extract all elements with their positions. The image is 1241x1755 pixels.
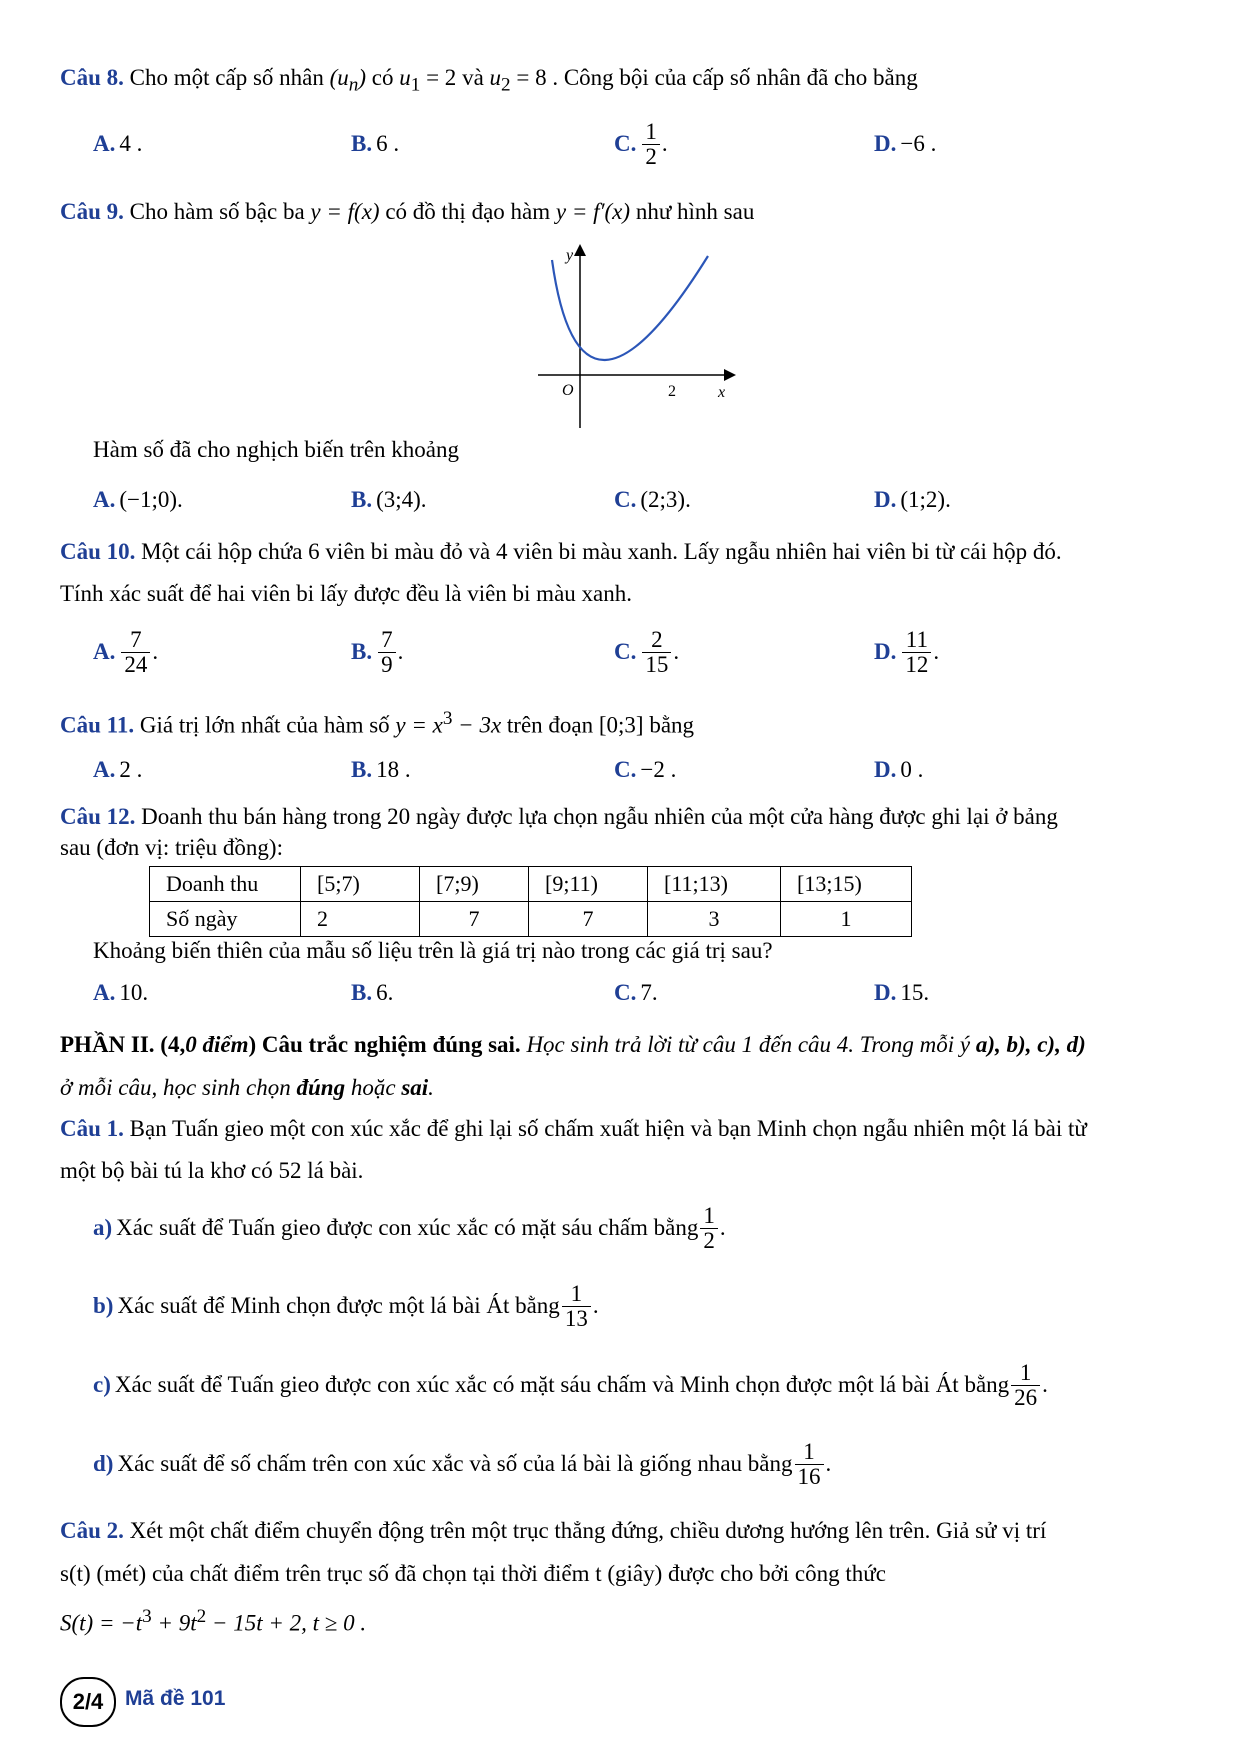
question-12-label: Câu 12. [60,804,136,829]
table-cell: [13;15) [781,867,912,902]
parabola-curve [552,256,708,360]
option-d[interactable]: D. 15. [874,980,930,1005]
y-axis-label: y [566,247,574,264]
part-2-heading: PHẦN II. (4,0 điểm) Câu trắc nghiệm đúng sai. Học sinh trả lời từ câu 1 đến câu 4. Trong mỗi ý a), b), c), d) [60,1032,1086,1057]
question-12-subtext: Khoảng biến thiên của mẫu số liệu trên là giá trị nào trong các giá trị sau? [93,938,773,963]
part2-question-2-stem-line2: s(t) (mét) của chất điểm trên trục số đã chọn tại thời điểm t (giây) được cho bởi công thức [60,1561,886,1586]
statement-a[interactable]: a) Xác suất để Tuấn gieo được con xúc xắc có mặt sáu chấm bằng $\frac{1}{2}$ . [93,1202,726,1253]
table-cell: [9;11) [529,867,648,902]
statement-c[interactable]: c) Xác suất để Tuấn gieo được con xúc xắc có mặt sáu chấm và Minh chọn được một lá bài Át bằng $\frac{1}{26}$ . [93,1359,1048,1410]
fraction: $\frac{7}{9}$ [378,628,396,677]
question-9-options [0,470,1241,530]
fraction: $\frac{1}{2}$ [700,1204,718,1253]
origin-label: O [562,382,574,399]
question-11-label: Câu 11. [60,712,135,738]
question-12-stem-line2: sau (đơn vị: triệu đồng): [60,835,283,860]
position-formula: $S(t) = -t^3 + 9t^2 - 15t + 2$, t ≥ 0 . [60,1606,367,1636]
option-a[interactable]: A. 4 . [93,131,143,156]
root-label: 2 [668,383,676,400]
question-10-label: Câu 10. [60,539,136,564]
table-row [150,867,912,902]
question-9-stem: Câu 9. Cho hàm số bậc ba y = f(x) có đồ thị đạo hàm y = f′(x) như hình sau [60,199,755,224]
fraction: $\frac{1}{26}$ [1011,1361,1040,1410]
option-c[interactable]: C. −2 . [614,757,677,782]
option-b[interactable]: B. 18 . [351,757,411,782]
option-a[interactable]: A. (−1;0). [93,487,183,512]
part2-question-1-stem: Câu 1. Bạn Tuấn gieo một con xúc xắc để ghi lại số chấm xuất hiện và bạn Minh chọn ngẫu nhiên một lá bài từ [60,1116,1087,1141]
data-table [149,866,912,937]
page-number-badge: 2/4 [60,1677,116,1727]
option-d[interactable]: D. 0 . [874,757,924,782]
option-d[interactable]: D. $\frac{11}{12}$ . [874,626,940,677]
statement-b[interactable]: b) Xác suất để Minh chọn được một lá bài Át bằng $\frac{1}{13}$ . [93,1280,599,1331]
question-10-options [0,622,1241,682]
part2-question-2-label: Câu 2. [60,1518,124,1543]
option-a[interactable]: A. $\frac{7}{24}$ . [93,626,159,677]
question-10-stem: Câu 10. Một cái hộp chứa 6 viên bi màu đỏ và 4 viên bi màu xanh. Lấy ngẫu nhiên hai viên bi từ cái hộp đó. [60,539,1062,564]
table-cell: [11;13) [648,867,781,902]
fraction: $\frac{11}{12}$ [902,628,931,677]
part2-question-1-stem-line2: một bộ bài tú la khơ có 52 lá bài. [60,1158,364,1183]
option-b[interactable]: B. (3;4). [351,487,427,512]
fraction: $\frac{1}{16}$ [795,1440,824,1489]
option-b[interactable]: B. 6. [351,980,394,1005]
fraction: $\frac{1}{13}$ [562,1282,591,1331]
question-12-stem: Câu 12. Doanh thu bán hàng trong 20 ngày được lựa chọn ngẫu nhiên của một cửa hàng được ghi lại ở bảng [60,804,1058,829]
question-9-label: Câu 9. [60,199,124,224]
option-c[interactable]: C. $\frac{1}{2}$ . [614,118,668,169]
option-a[interactable]: A. 2 . [93,757,143,782]
option-c[interactable]: C. (2;3). [614,487,691,512]
question-11-options [0,740,1241,800]
question-9-subtext: Hàm số đã cho nghịch biến trên khoảng [93,437,459,462]
question-11-stem: Câu 11. Giá trị lớn nhất của hàm số $y = x^3 - 3x$ trên đoạn [0;3] bằng [60,708,695,738]
fraction: $\frac{1}{2}$ [642,120,660,169]
table-cell: [5;7) [301,867,420,902]
fraction: $\frac{7}{24}$ [121,628,150,677]
statement-d[interactable]: d) Xác suất để số chấm trên con xúc xắc và số của lá bài là giống nhau bằng $\frac{1}{16}$ . [93,1438,832,1489]
table-cell: 1 [781,902,912,937]
question-8-stem: Câu 8. Cho một cấp số nhân $(u_n)$ có $u_1 = 2$ và $u_2 = 8$ . Công bội của cấp số nhân đã cho bằng [60,65,918,96]
option-a[interactable]: A. 10. [93,980,149,1005]
exam-code: Mã đề 101 [125,1687,226,1710]
question-12-options [0,963,1241,1023]
question-10-stem-line2: Tính xác suất để hai viên bi lấy được đều là viên bi màu xanh. [60,581,632,606]
option-d[interactable]: D. −6 . [874,131,937,156]
part-2-instructions: ở mỗi câu, học sinh chọn đúng hoặc sai. [60,1075,434,1100]
table-cell: 3 [648,902,781,937]
question-8-label: Câu 8. [60,65,124,90]
option-d[interactable]: D. (1;2). [874,487,951,512]
part2-question-2-stem: Câu 2. Xét một chất điểm chuyển động trên một trục thẳng đứng, chiều dương hướng lên trên. Giả sử vị trí [60,1518,1047,1543]
table-row [150,902,912,937]
table-cell: 2 [301,902,420,937]
option-c[interactable]: C. 7. [614,980,658,1005]
fraction: $\frac{2}{15}$ [642,628,671,677]
option-b[interactable]: B. $\frac{7}{9}$ . [351,626,404,677]
question-8-options [0,114,1241,174]
table-cell: 7 [420,902,529,937]
table-cell: Số ngày [150,902,301,937]
table-cell: Doanh thu [150,867,301,902]
x-axis-label: x [718,384,726,401]
option-c[interactable]: C. $\frac{2}{15}$ . [614,626,680,677]
derivative-graph [530,240,750,430]
table-cell: [7;9) [420,867,529,902]
part2-question-1-label: Câu 1. [60,1116,124,1141]
option-b[interactable]: B. 6 . [351,131,400,156]
table-cell: 7 [529,902,648,937]
